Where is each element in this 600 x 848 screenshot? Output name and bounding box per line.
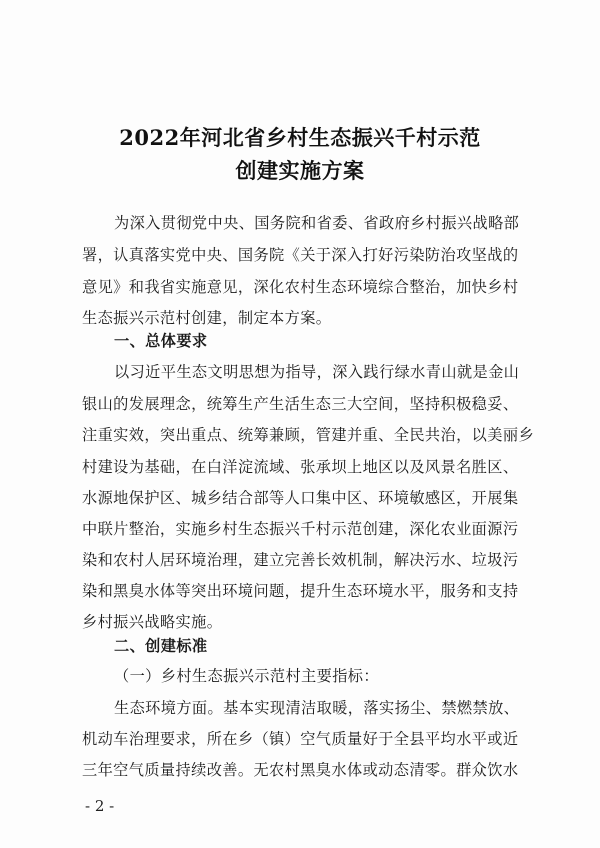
document-title-line-2: 创建实施方案 xyxy=(235,158,365,183)
body-text-line: 以习近平生态文明思想为指导，深入践行绿水青山就是金山 xyxy=(114,363,520,381)
body-text-line: 乡村振兴战略实施。 xyxy=(82,613,223,631)
body-text-line: 意见》和我省实施意见，深化农村生态环境综合整治，加快乡村 xyxy=(82,278,519,296)
body-text-line: 染和农村人居环境治理，建立完善长效机制，解决污水、垃圾污 xyxy=(82,551,519,569)
section-heading-creation-standards: 二、创建标准 xyxy=(114,637,208,655)
body-text-line: 注重实效，突出重点、统筹兼顾，管建并重、全民共治，以美丽乡 xyxy=(82,426,535,444)
document-title-line-1: 2022年河北省乡村生态振兴千村示范 xyxy=(119,125,481,150)
body-text-line: 署，认真落实党中央、国务院《关于深入打好污染防治攻坚战的 xyxy=(82,246,519,264)
body-text-line: 为深入贯彻党中央、国务院和省委、省政府乡村振兴战略部 xyxy=(114,214,520,232)
body-text-line: 中联片整治，实施乡村生态振兴千村示范创建，深化农业面源污 xyxy=(82,520,519,538)
body-text-line: 三年空气质量持续改善。无农村黑臭水体或动态清零。群众饮水 xyxy=(82,761,519,779)
body-text-line: 生态环境方面。基本实现清洁取暖，落实扬尘、禁燃禁放、 xyxy=(114,699,520,717)
body-text-line: 生态振兴示范村创建，制定本方案。 xyxy=(82,309,332,327)
body-text-line: 水源地保护区、城乡结合部等人口集中区、环境敏感区，开展集 xyxy=(82,489,519,507)
body-text-line: 染和黑臭水体等突出环境问题，提升生态环境水平，服务和支持 xyxy=(82,582,519,600)
body-text-line: 银山的发展理念，统筹生产生活生态三大空间，坚持积极稳妥、 xyxy=(82,395,519,413)
body-text-line: 机动车治理要求，所在乡（镇）空气质量好于全县平均水平或近 xyxy=(82,730,519,748)
subsection-heading: （一）乡村生态振兴示范村主要指标： xyxy=(114,667,379,685)
page-number: - 2 - xyxy=(85,797,115,815)
section-heading-general-requirements: 一、总体要求 xyxy=(114,332,208,350)
body-text-line: 村建设为基础，在白洋淀流域、张承坝上地区以及风景名胜区、 xyxy=(82,458,519,476)
